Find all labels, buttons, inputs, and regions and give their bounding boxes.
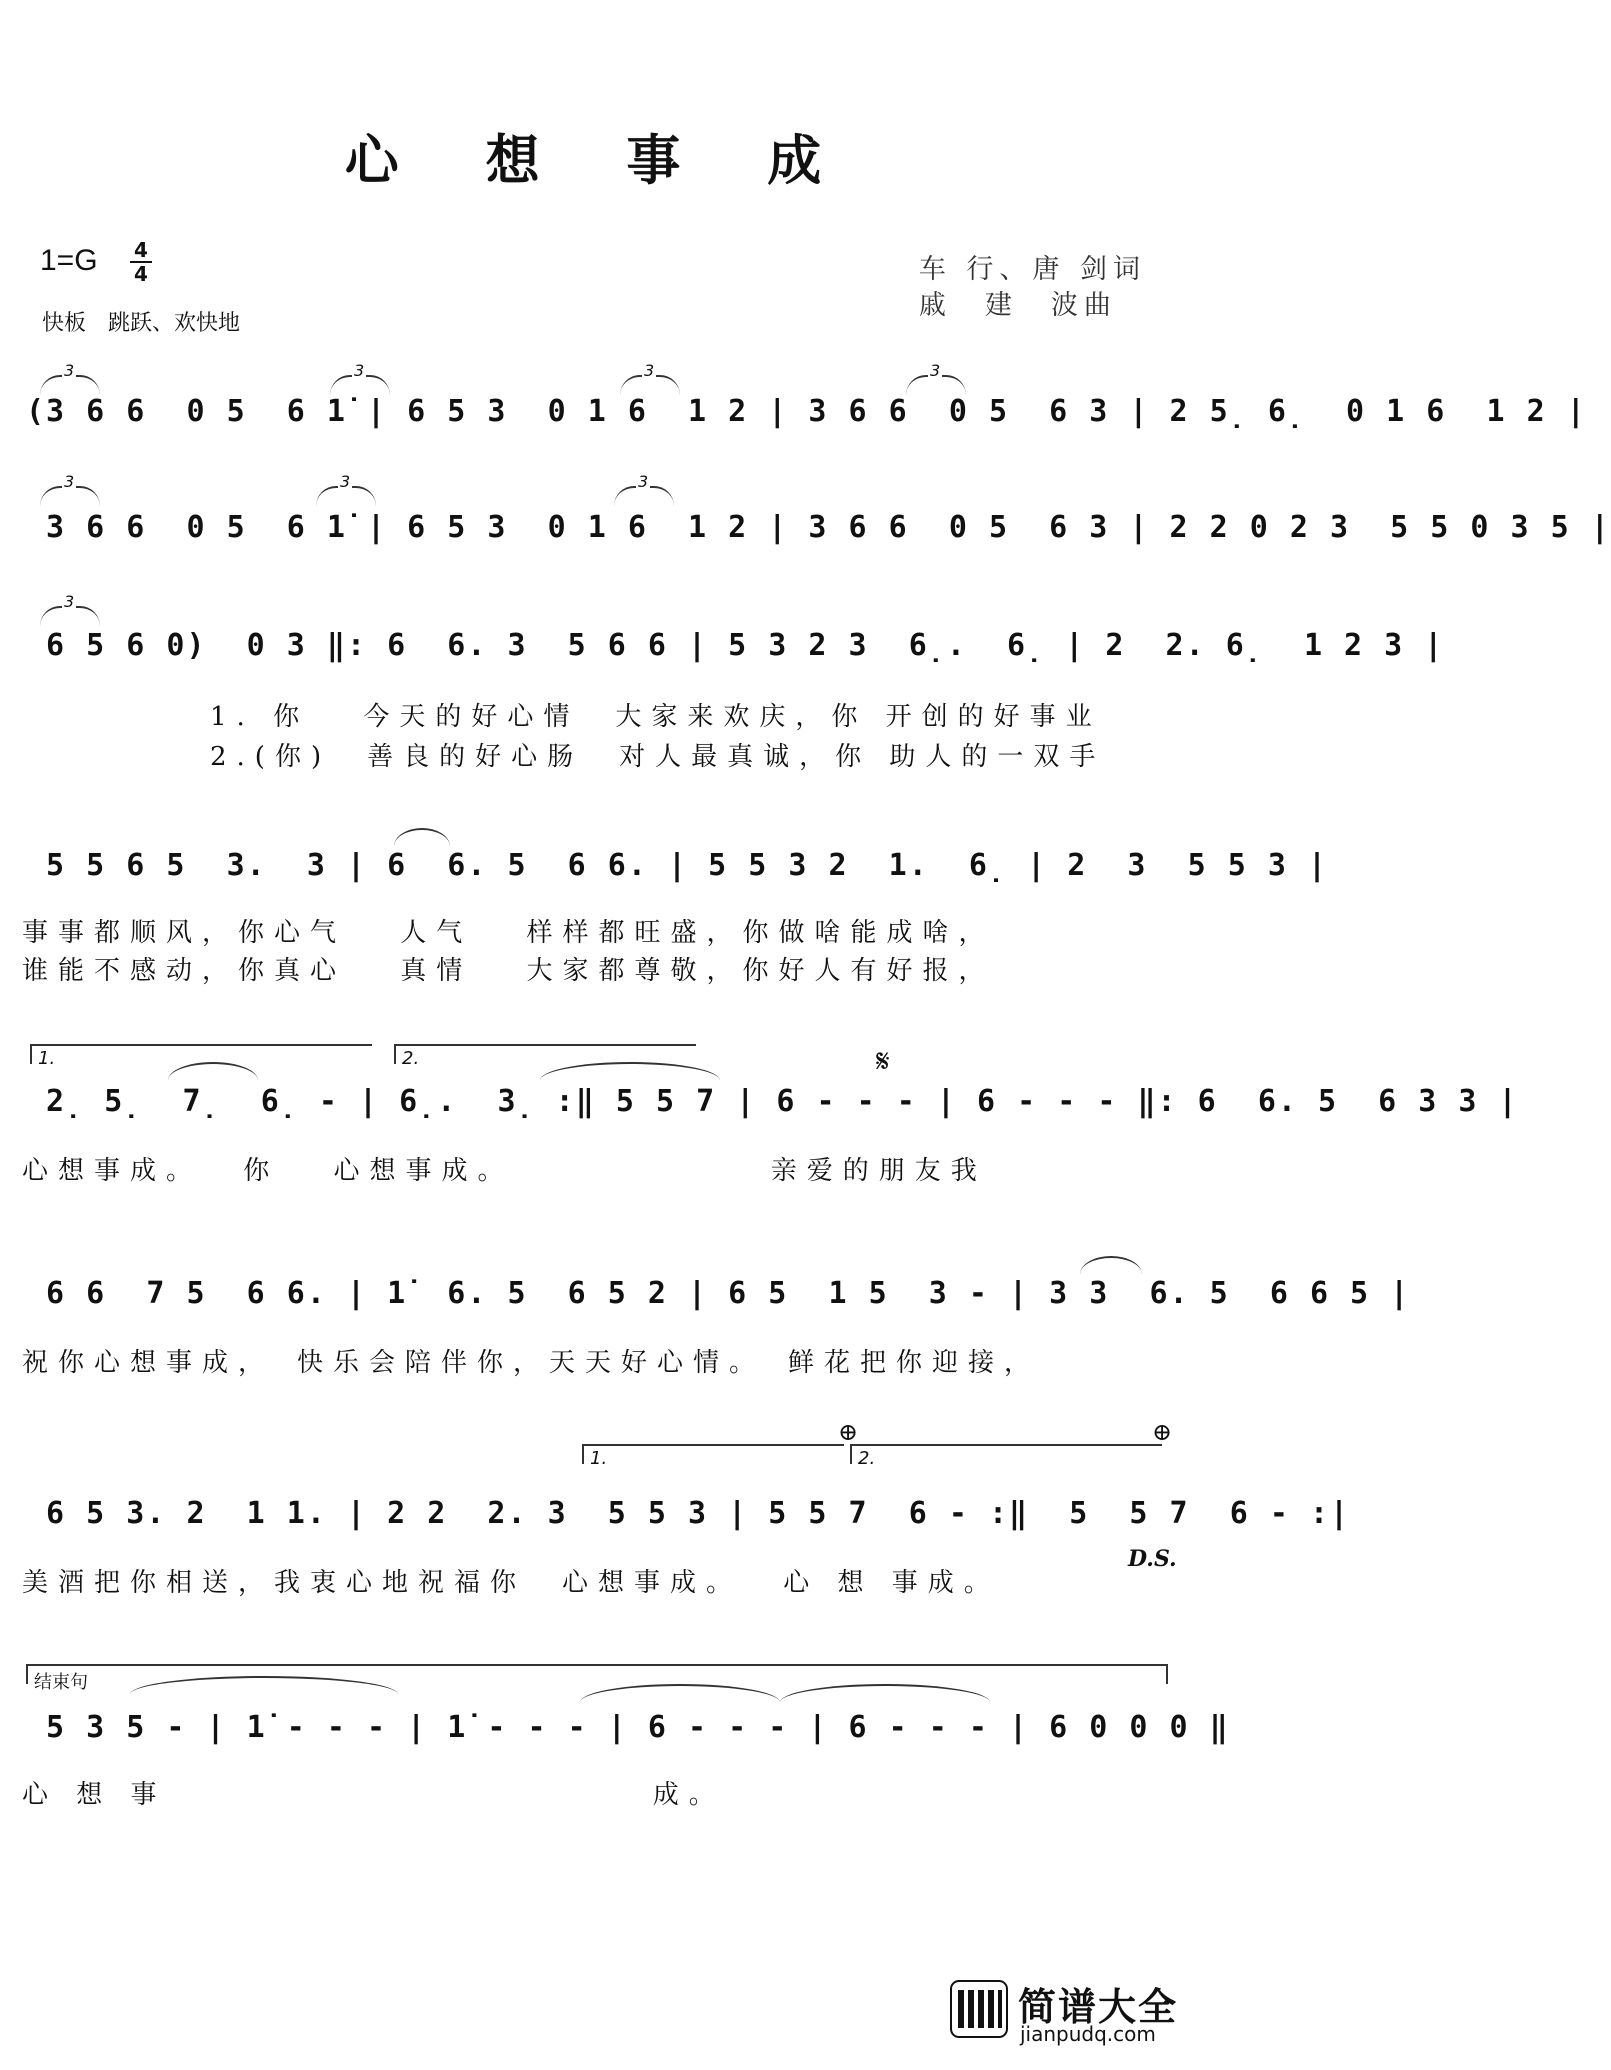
notation-row-3: 6 5 6 0) 0 3 ‖: 6 6. 3 5 6 6 | 5 3 2 3 6̣. 6̣ | 2 2. 6̣ 1 2 3 | bbox=[26, 628, 1445, 663]
dal-segno-mark: D.S. bbox=[1128, 1546, 1177, 1572]
tie-mark bbox=[1080, 1256, 1142, 1278]
tempo-marking: 快板 跳跃、欢快地 bbox=[42, 311, 241, 336]
lyricist-credit: 车 行、唐 剑词 bbox=[918, 254, 1146, 285]
triplet-mark: 3 bbox=[40, 486, 100, 506]
notation-row-1: (3 6 6 0 5 6 1̇ | 6 5 3 0 1 6 1 2 | 3 6 6 0 5 6 3 | 2 5̣ 6̣ 0 1 6 1 2 | bbox=[26, 394, 1587, 429]
key-signature: 1=G bbox=[40, 244, 98, 277]
time-signature-bottom: 4 bbox=[134, 262, 148, 286]
triplet-mark: 3 bbox=[620, 375, 680, 395]
triplet-mark: 3 bbox=[906, 375, 966, 395]
tie-mark bbox=[394, 828, 450, 850]
volta-bracket-1: 1. bbox=[582, 1444, 844, 1464]
volta-bracket-1: 1. bbox=[30, 1044, 372, 1064]
volta-bracket-2: 2. bbox=[394, 1044, 696, 1064]
lyric-row-3-verse-2: 2.(你) 善良的好心肠 对人最真诚，你 助人的一双手 bbox=[210, 742, 1106, 772]
notation-row-5: 2̣ 5̣ 7̣ 6̣ - | 6̣. 3̣ :‖ 5 5 7 | 6 - - - | 6 - - - ‖: 6 6. 5 6 3 3 | bbox=[26, 1084, 1519, 1119]
volta-bracket-2: 2. bbox=[850, 1444, 1162, 1464]
tie-mark bbox=[780, 1684, 990, 1706]
watermark-url: jianpudq.com bbox=[1020, 2022, 1156, 2046]
tie-mark bbox=[168, 1062, 258, 1084]
piano-keys-icon bbox=[950, 1980, 1008, 2038]
coda-sign: ⊕ bbox=[838, 1418, 859, 1446]
lyric-row-4-verse-1: 事事都顺风，你心气 人气 样样都旺盛，你做啥能成啥， bbox=[22, 918, 995, 948]
site-watermark bbox=[950, 1974, 1180, 2052]
time-signature bbox=[130, 240, 152, 284]
notation-row-4: 5 5 6 5 3. 3 | 6 6. 5 6 6. | 5 5 3 2 1. 6̣ | 2 3 5 5 3 | bbox=[26, 848, 1328, 883]
lyric-row-3-verse-1: 1. 你 今天的好心情 大家来欢庆，你 开创的好事业 bbox=[210, 702, 1102, 732]
ending-bracket: 结束句 bbox=[26, 1664, 1168, 1684]
lyric-row-6: 祝你心想事成， 快乐会陪伴你，天天好心情。 鲜花把你迎接， bbox=[22, 1348, 1041, 1378]
triplet-mark: 3 bbox=[40, 375, 100, 395]
notation-row-2: 3 6 6 0 5 6 1̇ | 6 5 3 0 1 6 1 2 | 3 6 6 0 5 6 3 | 2 2 0 2 3 5 5 0 3 5 | bbox=[26, 510, 1611, 545]
time-signature-top: 4 bbox=[134, 238, 148, 262]
lyric-row-8: 心 想 事 成。 bbox=[22, 1780, 725, 1810]
credits bbox=[919, 252, 1146, 324]
triplet-mark: 3 bbox=[330, 375, 390, 395]
segno-sign: 𝄋 bbox=[876, 1042, 890, 1080]
triplet-mark: 3 bbox=[614, 486, 674, 506]
page-title: 心 想 事 成 bbox=[344, 128, 856, 192]
watermark-brand: 简谱大全 bbox=[1018, 1985, 1179, 2029]
coda-sign: ⊕ bbox=[1152, 1418, 1173, 1446]
triplet-mark: 3 bbox=[40, 606, 100, 626]
lyric-row-7: 美酒把你相送，我衷心地祝福你 心想事成。 心 想 事成。 bbox=[22, 1568, 1000, 1598]
tie-mark bbox=[540, 1062, 720, 1084]
tie-mark bbox=[580, 1684, 780, 1706]
composer-credit: 戚 建 波曲 bbox=[918, 290, 1117, 321]
lyric-row-5: 心想事成。 你 心想事成。 亲爱的朋友我 bbox=[22, 1156, 987, 1186]
notation-row-6: 6 6 7 5 6 6. | 1̇ 6. 5 6 5 2 | 6 5 1 5 3 - | 3 3 6. 5 6 6 5 | bbox=[26, 1276, 1411, 1311]
notation-row-8: 5 3 5 - | 1̇ - - - | 1̇ - - - | 6 - - - | 6 - - - | 6 0 0 0 ‖ bbox=[26, 1710, 1230, 1745]
triplet-mark: 3 bbox=[316, 486, 376, 506]
notation-row-7: 6 5 3. 2 1 1. | 2 2 2. 3 5 5 3 | 5 5 7 6 - :‖ 5 5 7 6 - :| bbox=[26, 1496, 1351, 1531]
lyric-row-4-verse-2: 谁能不感动，你真心 真情 大家都尊敬，你好人有好报， bbox=[22, 956, 995, 986]
